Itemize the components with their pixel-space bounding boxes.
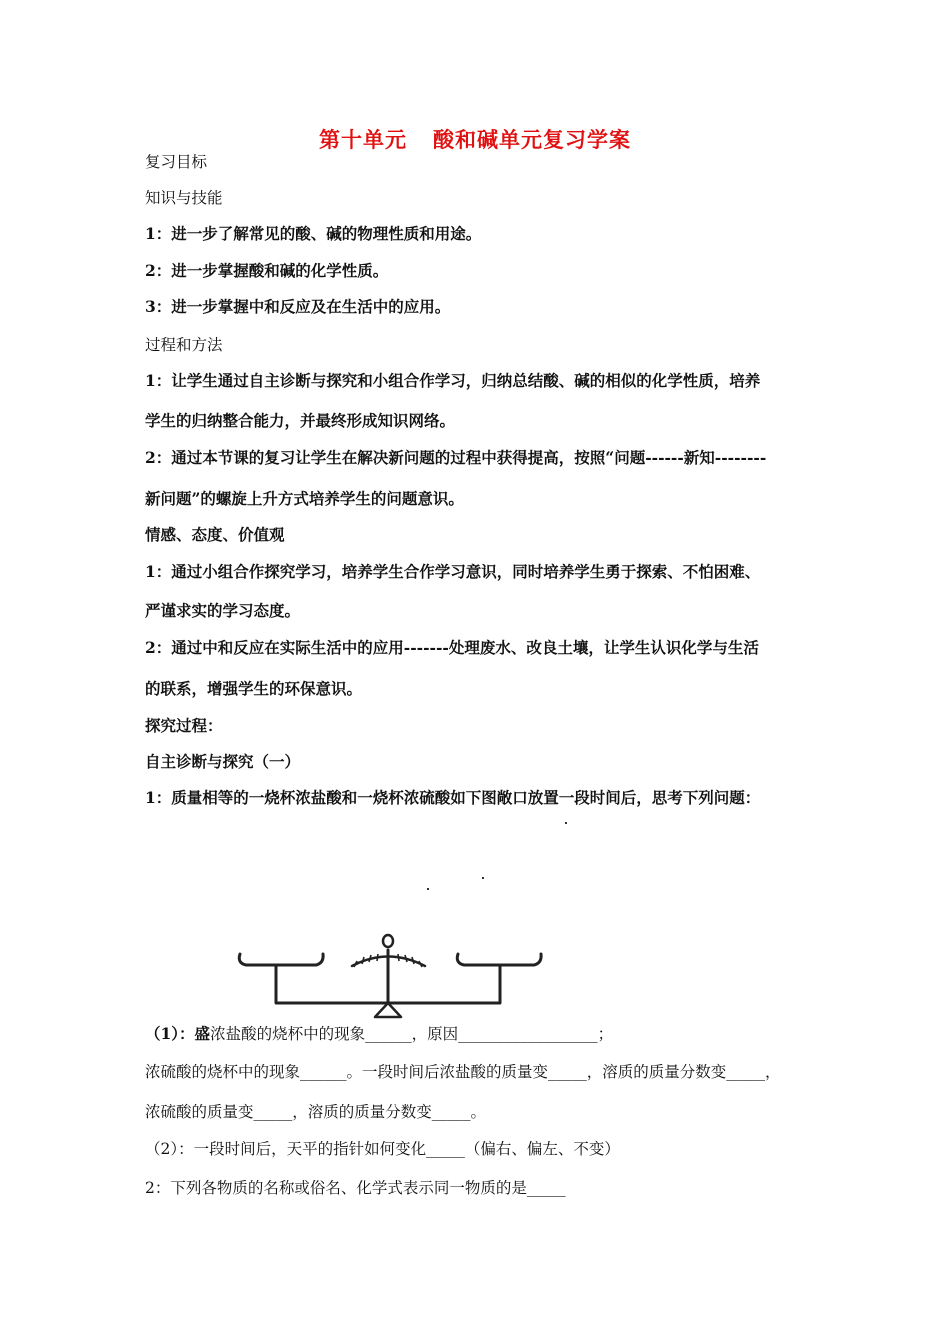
emotion-item-1: 1：通过小组合作探究学习，培养学生合作学习意识，同时培养学生勇于探索、不怕困难、 — [145, 562, 761, 581]
knowledge-item-1: 1：进一步了解常见的酸、碱的物理性质和用途。 — [145, 224, 482, 243]
process-item-1-cont: 学生的归纳整合能力，并最终形成知识网络。 — [145, 411, 456, 430]
emotion-item-2: 2：通过中和反应在实际生活中的应用-------处理废水、改良土壤，让学生认识化学与生活 — [145, 638, 759, 657]
question-2: 2：下列各物质的名称或俗名、化学式表示同一物质的是_____ — [145, 1179, 566, 1197]
question-1-part-2: （2）：一段时间后，天平的指针如何变化_____（偏右、偏左、不变） — [145, 1140, 620, 1158]
title-topic: 酸和碱单元复习学案 — [433, 127, 631, 152]
part-1-bold-char: 盛 — [194, 1024, 211, 1043]
inquiry-heading: 探究过程： — [145, 716, 223, 735]
process-item-1: 1：让学生通过自主诊断与探究和小组合作学习，归纳总结酸、碱的相似的化学性质，培养 — [145, 371, 761, 390]
part-1-label: （1）： — [145, 1024, 195, 1043]
part-1-text: 浓盐酸的烧杯中的现象______，原因__________________； — [210, 1025, 614, 1043]
scan-speck — [565, 822, 567, 824]
emotion-item-1-cont: 严谨求实的学习态度。 — [145, 601, 301, 620]
knowledge-item-2: 2：进一步掌握酸和碱的化学性质。 — [145, 261, 389, 280]
emotion-heading: 情感、态度、价值观 — [145, 525, 285, 544]
process-item-2: 2：通过本节课的复习让学生在解决新问题的过程中获得提高，按照“问题------新知-------- — [145, 448, 767, 467]
question-1: 1：质量相等的一烧杯浓盐酸和一烧杯浓硫酸如下图敞口放置一段时间后，思考下列问题： — [145, 788, 761, 807]
emotion-item-2-cont: 的联系，增强学生的环保意识。 — [145, 679, 363, 698]
page-title — [0, 124, 950, 154]
title-unit: 第十单元 — [319, 127, 407, 152]
scan-speck — [427, 888, 429, 890]
process-heading: 过程和方法 — [145, 336, 223, 354]
process-item-2-cont: 新问题”的螺旋上升方式培养学生的问题意识。 — [145, 489, 464, 508]
scan-speck — [482, 877, 484, 879]
question-1-line-3: 浓硫酸的质量变_____，溶质的质量分数变_____。 — [145, 1103, 487, 1121]
balance-scale-icon — [232, 930, 548, 1030]
objectives-heading: 复习目标 — [145, 153, 208, 171]
question-1-line-2: 浓硫酸的烧杯中的现象______。一段时间后浓盐酸的质量变_____，溶质的质量分数变_____， — [145, 1063, 781, 1081]
knowledge-heading: 知识与技能 — [145, 189, 223, 207]
knowledge-item-3: 3：进一步掌握中和反应及在生活中的应用。 — [145, 297, 451, 316]
inquiry-subheading: 自主诊断与探究（一） — [145, 752, 301, 771]
question-1-part-1 — [145, 1024, 613, 1044]
